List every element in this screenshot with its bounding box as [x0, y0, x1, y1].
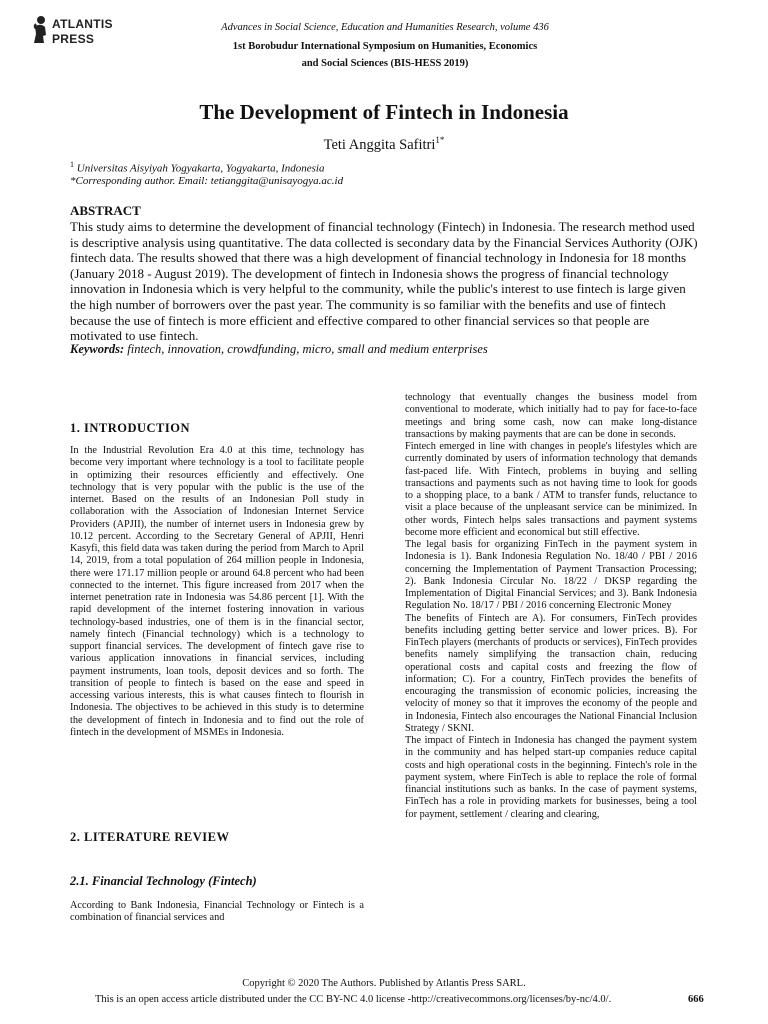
paper-title: The Development of Fintech in Indonesia — [199, 100, 569, 124]
paragraph: According to Bank Indonesia, Financial Technology or Fintech is a combination of financial services and — [70, 900, 364, 924]
logo-text-line1: ATLANTIS — [52, 17, 113, 31]
author-superscript: 1* — [435, 135, 445, 145]
keywords — [70, 342, 700, 357]
conference-line-2: and Social Sciences (BIS-HESS 2019) — [301, 58, 469, 69]
paragraph: The benefits of Fintech are A). For consumers, FinTech provides benefits including getting better service and lower prices. B). For FinTech players (merchants of products or services), FinTech provides benefits namely simplifying the transaction chain, reducing operational costs and capital costs and freezing the flow of information; C). For a country, FinTech provides the benefits of encouraging the transmission of economic policies, increasing the velocity of money so that it improves the economy of the people and in Indonesia, Fintech also encourages the National Financial Inclusion Strategy / SKNI. — [405, 612, 697, 734]
subsection-heading-fintech: 2.1. Financial Technology (Fintech) — [70, 874, 257, 888]
paragraph: The legal basis for organizing FinTech in the payment system in Indonesia is 1). Bank Indonesia Regulation No. 18/40 / PBI / 2016 concerning the Implementation of Payment Transaction Processing; 2). Bank Indonesia Circular No. 18/22 / DKSP regarding the Implementation of Digital Financial Services; and 3). Bank Indonesia Regulation No. 18/17 / PBI / 2016 concerning Electronic Money — [405, 539, 697, 612]
introduction-text — [70, 445, 364, 739]
publisher-logo — [30, 15, 140, 55]
logo-text-line2: PRESS — [52, 32, 95, 46]
keywords-text: fintech, innovation, crowdfunding, micro, small and medium enterprises — [127, 342, 488, 356]
paragraph: The impact of Fintech in Indonesia has changed the payment system in the community and has helped start-up companies reduce capital costs and high operational costs in the beginning. Fintech's role in the payment system, where FinTech is able to replace the role of formal financial institutions such as banks. In the case of payment systems, FinTech has a role in providing markets for businesses, being a tool for payment, settlement / clearing and clearing, — [405, 735, 697, 820]
paragraph: technology that eventually changes the business model from conventional to moderate, which initially had to pay for face-to-face meetings and bring some cash, now can make long-distance transactions by making payments that are can be done in seconds. — [405, 392, 697, 440]
page-number: 666 — [688, 994, 704, 1005]
thinker-icon — [30, 15, 50, 45]
section-heading-literature-review: 2. LITERATURE REVIEW — [70, 830, 230, 844]
affiliation — [70, 160, 324, 175]
author-name: Teti Anggita Safitri — [323, 136, 436, 153]
copyright-notice: Copyright © 2020 The Authors. Published by Atlantis Press SARL. — [242, 978, 526, 989]
paragraph: Fintech emerged in line with changes in people's lifestyles which are currently dominated by users of information technology that demands fast-paced life. With Fintech, problems in buying and selling transactions and payments such as not having time to look for goods to a shopping place, to a bank / ATM to transfer funds, reluctance to visit a place because of the unpleasant service can be minimized. In other words, Fintech helps sales transactions and payment systems become more efficient and economical but still effective. — [405, 441, 697, 538]
affiliation-text: Universitas Aisyiyah Yogyakarta, Yogyakarta, Indonesia — [76, 162, 325, 175]
license-notice: This is an open access article distributed under the CC BY-NC 4.0 license -http://creativecommons.org/licenses/by-nc/4.0/. — [95, 994, 612, 1005]
fintech-definition-text — [70, 900, 364, 925]
author-line — [0, 135, 768, 154]
affiliation-superscript: 1 — [70, 160, 74, 169]
abstract-text: This study aims to determine the development of financial technology (Fintech) in Indonesia. The research method used is descriptive analysis using quantitative. The data collected is secondary data by the Financial Services Authority (OJK) fintech data. The results showed that there was a high development of financial technology in Indonesia for 18 months (January 2018 - August 2019). The development of fintech in Indonesia shows the progress of financial technology innovation in Indonesia which is very helpful to the community, while the public's interest to use fintech is large given the high number of borrowers over the past year. The community is so familiar with the benefits and use of fintech because the use of fintech is more efficient and effective compared to other financial services so that people are motivated to use fintech. — [70, 219, 698, 344]
corresponding-author: *Corresponding author. Email: tetianggita@unisayogya.ac.id — [70, 175, 344, 187]
section-heading-introduction: 1. INTRODUCTION — [70, 421, 191, 435]
right-column-text — [405, 392, 697, 821]
paragraph: In the Industrial Revolution Era 4.0 at this time, technology has become very important where technology is a tool to facilitate people in optimizing their resources efficiently and effectively. One technology that is very popular with the public is the use of the internet. Based on the results of an Indonesian Poll study in collaboration with the Association of Indonesian Internet Service Providers (APJII), the number of internet users in Indonesia grew by 10.12 percent. According to the Secretary General of APJII, Henri Kasyfi, this field data was taken during the period from March to April 14, 2019, from a total population of 264 million people in Indonesia, there were 171.17 million people or around 64.8 percent who had been connected to the internet. This figure increased from 2017 when the internet penetration rate in Indonesia was 54.86 percent [1]. With the rapid development of the internet fostering innovation in various technology-based industries, one of them is in the financial sector, namely fintech (Financial technology) which is a technology to support financial services. The development of fintech gave rise to various application innovations in financial services, including payment instruments, loan tools, deposit devices and so forth. The transition of people to fintech is based on the ease and speed in accessing various interests, this is what causes fintech to flourish in Indonesia. The objectives to be achieved in this study is to determine the development of fintech in Indonesia and to find out the role of fintech in the development of MSMEs in Indonesia. — [70, 445, 364, 738]
abstract-heading: ABSTRACT — [70, 203, 141, 218]
series-title: Advances in Social Science, Education and Humanities Research, volume 436 — [221, 22, 549, 33]
conference-line-1: 1st Borobudur International Symposium on Humanities, Economics — [232, 41, 538, 52]
keywords-label: Keywords: — [70, 342, 125, 356]
